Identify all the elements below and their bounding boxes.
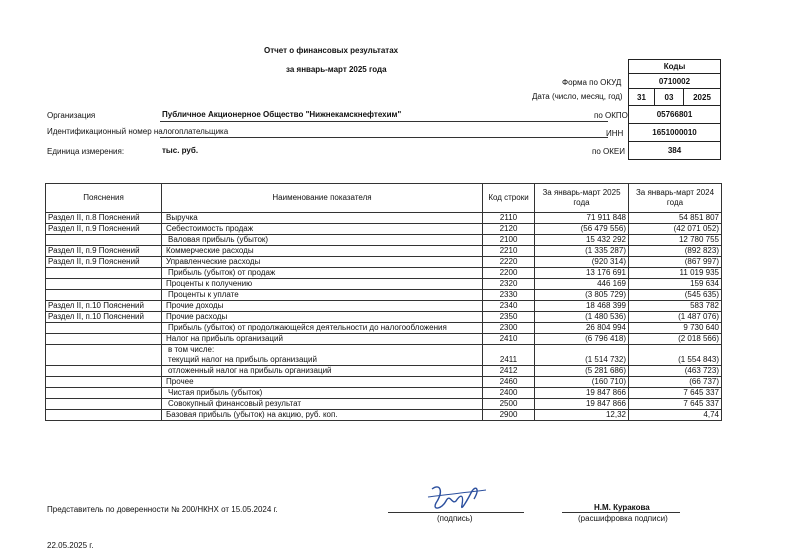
row-note: Раздел II, п.8 Пояснений: [46, 213, 162, 224]
row-previous: (42 071 052): [629, 224, 722, 235]
row-current: (56 479 556): [535, 224, 629, 235]
row-previous: (892 823): [629, 246, 722, 257]
col-notes: Пояснения: [46, 184, 162, 213]
table-row: [46, 399, 722, 410]
row-note: [46, 377, 162, 388]
signer-name: Н.М. Куракова: [594, 503, 650, 512]
signature-caption: (подпись): [437, 514, 473, 523]
okud-label: Форма по ОКУД: [562, 78, 622, 87]
table-row: [46, 377, 722, 388]
row-current: (5 281 686): [535, 366, 629, 377]
signer-underline: [562, 512, 680, 513]
name-caption: (расшифровка подписи): [578, 514, 668, 523]
row-note: [46, 345, 162, 366]
financial-results-table: [45, 183, 722, 421]
row-name: Проценты к уплате: [162, 290, 483, 301]
row-previous: (66 737): [629, 377, 722, 388]
report-title: Отчет о финансовых результатах: [264, 46, 399, 55]
row-note: [46, 388, 162, 399]
table-row: [46, 224, 722, 235]
row-code: 2320: [483, 279, 535, 290]
unit-label: Единица измерения:: [47, 147, 125, 156]
table-row: [46, 388, 722, 399]
row-note: [46, 279, 162, 290]
row-name: Базовая прибыль (убыток) на акцию, руб. коп.: [162, 410, 483, 421]
row-note: [46, 410, 162, 421]
row-previous: (1 554 843): [629, 345, 722, 366]
row-previous: 4,74: [629, 410, 722, 421]
table-header-row: [46, 184, 722, 213]
row-code: 2410: [483, 334, 535, 345]
table-row: [46, 312, 722, 323]
row-current: 19 847 866: [535, 388, 629, 399]
row-name: Прибыль (убыток) от продолжающейся деятельности до налогообложения: [162, 323, 483, 334]
row-previous: 7 645 337: [629, 399, 722, 410]
row-current: (1 514 732): [535, 345, 629, 366]
row-current: (920 314): [535, 257, 629, 268]
row-current: 71 911 848: [535, 213, 629, 224]
row-previous: (545 635): [629, 290, 722, 301]
row-code: 2340: [483, 301, 535, 312]
row-current: (160 710): [535, 377, 629, 388]
row-name: Выручка: [162, 213, 483, 224]
row-previous: 9 730 640: [629, 323, 722, 334]
table-row: [46, 246, 722, 257]
row-note: Раздел II, п.10 Пояснений: [46, 301, 162, 312]
row-current: 15 432 292: [535, 235, 629, 246]
unit-value: тыс. руб.: [162, 146, 199, 155]
row-previous: (2 018 566): [629, 334, 722, 345]
col-code: Код строки: [483, 184, 535, 213]
table-row: [46, 213, 722, 224]
col-name: Наименование показателя: [162, 184, 483, 213]
row-code: 2400: [483, 388, 535, 399]
row-previous: (1 487 076): [629, 312, 722, 323]
row-code: 2210: [483, 246, 535, 257]
inn-text-label: Идентификационный номер налогоплательщика: [47, 127, 229, 136]
row-previous: 12 780 755: [629, 235, 722, 246]
row-note: [46, 235, 162, 246]
row-code: 2350: [483, 312, 535, 323]
row-name: Совокупный финансовый результат: [162, 399, 483, 410]
okpo-value: 05766801: [628, 105, 721, 124]
table-row: [46, 290, 722, 301]
row-name: отложенный налог на прибыль организаций: [162, 366, 483, 377]
table-row: [46, 279, 722, 290]
row-previous: (867 997): [629, 257, 722, 268]
col-current: За январь-март 2025 года: [535, 184, 629, 213]
row-note: Раздел II, п.9 Пояснений: [46, 257, 162, 268]
row-current: 18 468 399: [535, 301, 629, 312]
row-current: 446 169: [535, 279, 629, 290]
row-note: [46, 399, 162, 410]
org-label: Организация: [47, 111, 96, 120]
representative-text: Представитель по доверенности № 200/НКНХ от 15.05.2024 г.: [47, 505, 278, 514]
date-year: 2025: [683, 88, 721, 106]
row-name: Коммерческие расходы: [162, 246, 483, 257]
row-name: Прочие доходы: [162, 301, 483, 312]
date-day: 31: [628, 88, 655, 106]
row-code: 2500: [483, 399, 535, 410]
date-month: 03: [654, 88, 684, 106]
row-code: 2412: [483, 366, 535, 377]
codes-header: Коды: [628, 59, 721, 74]
row-name: Прибыль (убыток) от продаж: [162, 268, 483, 279]
signature-image: [422, 481, 492, 517]
table-row: [46, 323, 722, 334]
table-row: [46, 334, 722, 345]
table-row: [46, 268, 722, 279]
table-row: [46, 257, 722, 268]
row-note: [46, 268, 162, 279]
row-name: Проценты к получению: [162, 279, 483, 290]
row-code: 2220: [483, 257, 535, 268]
row-note: [46, 323, 162, 334]
row-note: [46, 366, 162, 377]
row-current: (3 805 729): [535, 290, 629, 301]
inn-value: 1651000010: [628, 123, 721, 142]
row-note: [46, 334, 162, 345]
row-current: 19 847 866: [535, 399, 629, 410]
inn-label: ИНН: [606, 129, 624, 138]
row-name: [162, 345, 483, 366]
row-previous: 583 782: [629, 301, 722, 312]
row-code: 2100: [483, 235, 535, 246]
row-code: 2120: [483, 224, 535, 235]
table-row: [46, 345, 722, 366]
okud-value: 0710002: [628, 73, 721, 89]
date-label: Дата (число, месяц, год): [532, 92, 623, 101]
row-name-pre: в том числе:: [168, 345, 215, 354]
row-previous: (463 723): [629, 366, 722, 377]
row-previous: 159 634: [629, 279, 722, 290]
row-previous: 54 851 807: [629, 213, 722, 224]
row-name: Прочее: [162, 377, 483, 388]
row-name: Валовая прибыль (убыток): [162, 235, 483, 246]
row-name: Себестоимость продаж: [162, 224, 483, 235]
table-row: [46, 235, 722, 246]
table-row: [46, 366, 722, 377]
row-note: [46, 290, 162, 301]
row-code: 2110: [483, 213, 535, 224]
row-note: Раздел II, п.9 Пояснений: [46, 224, 162, 235]
row-current: (1 480 536): [535, 312, 629, 323]
row-name: Управленческие расходы: [162, 257, 483, 268]
table-row: [46, 410, 722, 421]
row-current: (6 796 418): [535, 334, 629, 345]
row-code: 2300: [483, 323, 535, 334]
row-name: Прочие расходы: [162, 312, 483, 323]
row-name-main: текущий налог на прибыль организаций: [168, 355, 317, 364]
row-current: (1 335 287): [535, 246, 629, 257]
row-code: 2411: [483, 345, 535, 366]
col-previous: За январь-март 2024 года: [629, 184, 722, 213]
row-code: 2900: [483, 410, 535, 421]
report-period: за январь-март 2025 года: [286, 65, 387, 74]
org-name: Публичное Акционерное Общество "Нижнекамскнефтехим": [162, 110, 402, 119]
okei-label: по ОКЕИ: [592, 147, 625, 156]
row-current: 13 176 691: [535, 268, 629, 279]
report-date: 22.05.2025 г.: [47, 541, 94, 550]
row-current: 26 804 994: [535, 323, 629, 334]
row-name: Налог на прибыль организаций: [162, 334, 483, 345]
row-note: Раздел II, п.10 Пояснений: [46, 312, 162, 323]
row-name: Чистая прибыль (убыток): [162, 388, 483, 399]
okei-value: 384: [628, 141, 721, 160]
row-code: 2330: [483, 290, 535, 301]
row-code: 2460: [483, 377, 535, 388]
row-current: 12,32: [535, 410, 629, 421]
okpo-label: по ОКПО: [594, 111, 628, 120]
row-code: 2200: [483, 268, 535, 279]
row-previous: 7 645 337: [629, 388, 722, 399]
row-previous: 11 019 935: [629, 268, 722, 279]
table-row: [46, 301, 722, 312]
org-underline: [160, 121, 608, 122]
row-note: Раздел II, п.9 Пояснений: [46, 246, 162, 257]
inn-underline: [160, 137, 608, 138]
